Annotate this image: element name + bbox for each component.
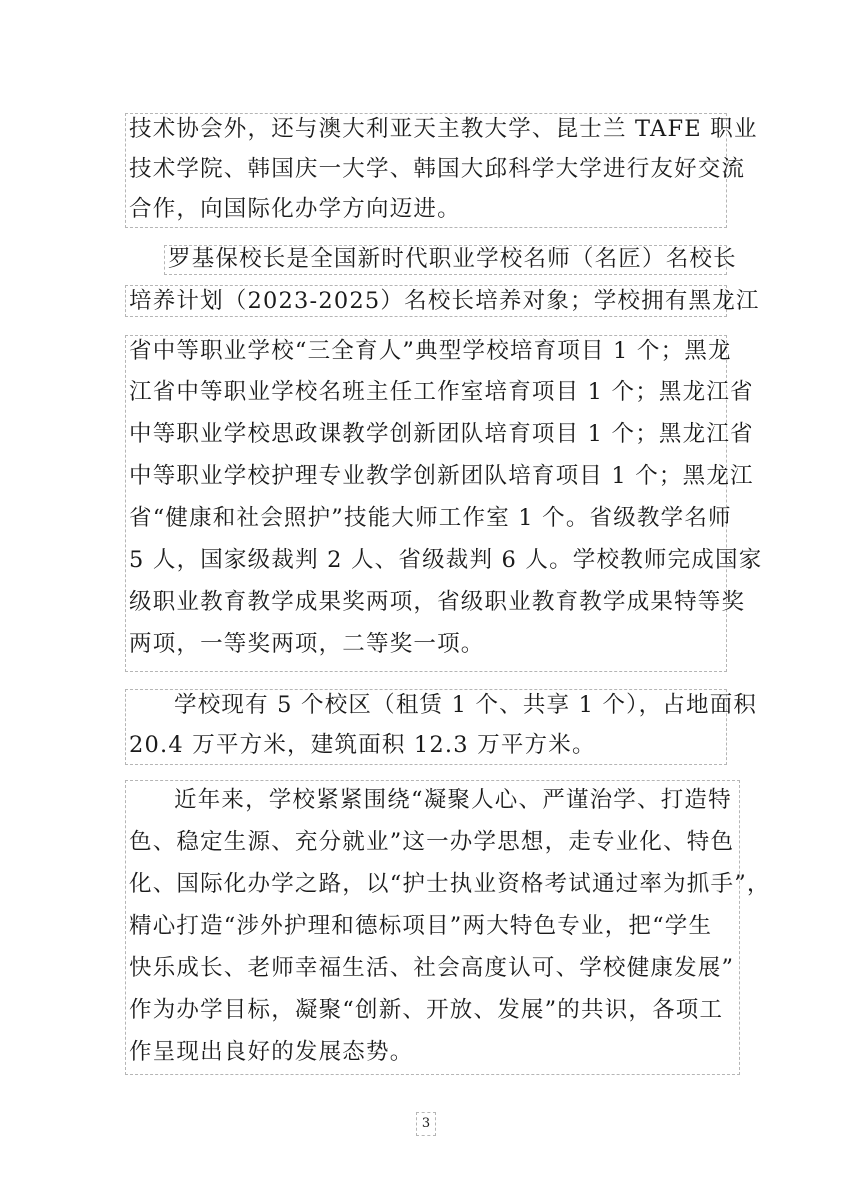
text-line: 化、国际化办学之路，以“护士执业资格考试通过率为抓手”，: [129, 871, 771, 897]
text-line: 中等职业学校护理专业教学创新团队培育项目 1 个；黑龙江: [129, 463, 754, 489]
text-line: 5 人，国家级裁判 2 人、省级裁判 6 人。学校教师完成国家: [129, 547, 763, 573]
text-line: 级职业教育教学成果奖两项，省级职业教育教学成果特等奖: [129, 589, 746, 615]
text-line: 技术学院、韩国庆一大学、韩国大邱科学大学进行友好交流: [129, 156, 746, 182]
text-line: 省“健康和社会照护”技能大师工作室 1 个。省级教学名师: [129, 505, 732, 531]
text-line: 色、稳定生源、充分就业”这一办学思想，走专业化、特色: [129, 829, 735, 855]
paragraph-international-cooperation: [125, 113, 758, 228]
paragraph-principal-intro-line-1: [164, 245, 737, 275]
text-line: 作呈现出良好的发展态势。: [129, 1039, 414, 1065]
text-line: 合作，向国际化办学方向迈进。: [129, 196, 461, 222]
paragraph-development-philosophy: [125, 780, 771, 1075]
text-line: 快乐成长、老师幸福生活、社会高度认可、学校健康发展”: [129, 955, 735, 981]
text-line: 技术协会外，还与澳大利亚天主教大学、昆士兰 TAFE 职业: [129, 116, 758, 142]
text-line: 两项，一等奖两项，二等奖一项。: [129, 631, 485, 657]
text-line: 省中等职业学校“三全育人”典型学校培育项目 1 个；黑龙: [129, 338, 732, 364]
text-line: 学校现有 5 个校区（租赁 1 个、共享 1 个），占地面积: [174, 692, 758, 718]
text-line: 近年来，学校紧紧围绕“凝聚人心、严谨治学、打造特: [174, 787, 732, 813]
text-line: 中等职业学校思政课教学创新团队培育项目 1 个；黑龙江省: [129, 421, 754, 447]
text-line: 罗基保校长是全国新时代职业学校名师（名匠）名校长: [168, 246, 737, 272]
text-line: 精心打造“涉外护理和德标项目”两大特色专业，把“学生: [129, 913, 713, 939]
paragraph-campus-facts: [125, 689, 758, 765]
text-line: 江省中等职业学校名班主任工作室培育项目 1 个；黑龙江省: [129, 379, 754, 405]
paragraph-principal-intro-line-2: [125, 285, 760, 317]
paragraph-projects-and-awards: [125, 335, 763, 672]
page-number: 3: [416, 1112, 436, 1136]
text-line: 作为办学目标，凝聚“创新、开放、发展”的共识，各项工: [129, 997, 724, 1023]
text-line: 20.4 万平方米，建筑面积 12.3 万平方米。: [129, 732, 596, 758]
text-line: 培养计划（2023-2025）名校长培养对象；学校拥有黑龙江: [129, 288, 760, 314]
